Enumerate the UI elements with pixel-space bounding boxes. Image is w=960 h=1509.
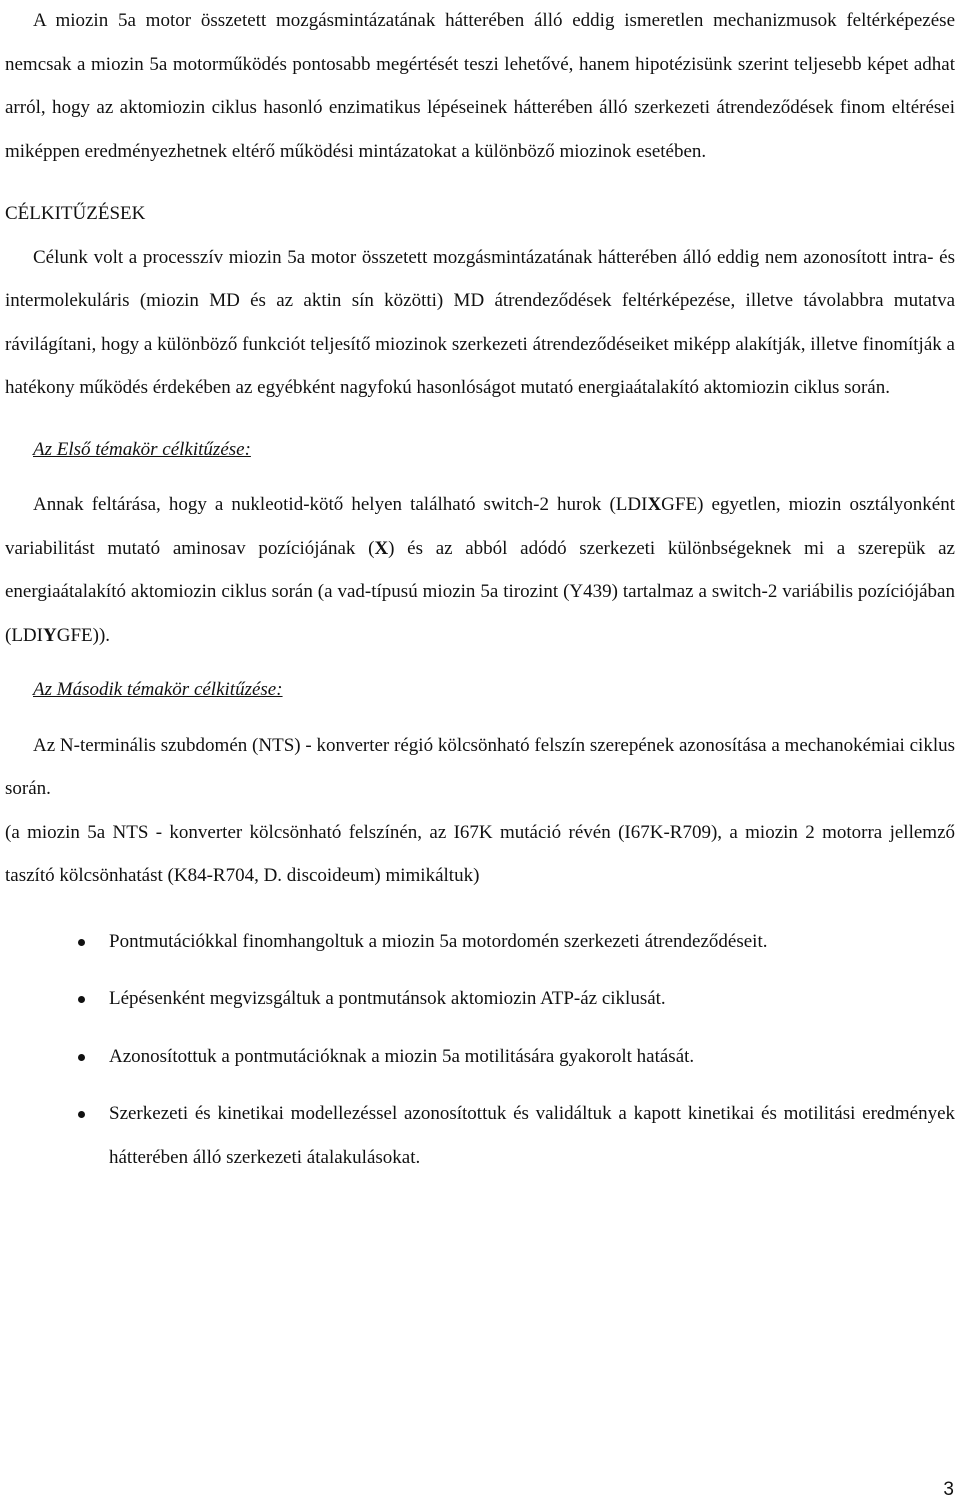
page-number: 3 bbox=[943, 1479, 954, 1500]
topic1-bold-x2: X bbox=[374, 537, 389, 559]
topic1-bold-y: Y bbox=[42, 624, 57, 646]
intro-paragraph: A miozin 5a motor összetett mozgásmintázatának hátterében álló eddig ismeretlen mechanizmusok feltérképezése nemcsak a miozin 5a motorműködés pontosabb megértését teszi lehetővé, hanem hipotézisünk szerint teljesebb képet adhat arról, hogy az aktomiozin ciklus hasonló enzimatikus lépéseinek hátterében álló szerkezeti átrendeződések finom eltérései miképpen eredményezhetnek eltérő működési mintázatokat a különböző miozinok esetében. bbox=[5, 10, 955, 162]
list-item bbox=[5, 977, 955, 1021]
topic1-paragraph bbox=[5, 483, 955, 657]
section-title: CÉLKITŰZÉSEK bbox=[5, 203, 146, 224]
topic1-text-4: GFE)). bbox=[56, 624, 111, 646]
list-item bbox=[5, 920, 955, 964]
topic1-bold-x: X bbox=[647, 494, 662, 515]
topic1-text-2: GFE) egyetlen, miozin osztályonként variabilitást mutató aminosav pozíciójának ( bbox=[5, 494, 955, 559]
topic2-paragraph-1: Az N-terminális szubdomén (NTS) - konverter régió kölcsönható felszín szerepének azonosítása a mechanokémiai ciklus során. bbox=[5, 734, 955, 799]
topic1-text-3: ) és az abból adódó szerkezeti különbségeknek mi a szerepük az energiaátalakító aktomiozin ciklus során (a vad-típusú miozin 5a tirozint (Y439) tartalmaz a switch-2 variábilis pozíciójában (LDI bbox=[5, 537, 955, 646]
list-item bbox=[5, 1092, 955, 1179]
bullet-text: Lépésenként megvizsgáltuk a pontmutánsok aktomiozin ATP-áz ciklusát. bbox=[109, 988, 666, 1009]
bullet-icon bbox=[78, 1111, 85, 1118]
bullet-icon bbox=[78, 1054, 85, 1061]
objectives-paragraph: Célunk volt a processzív miozin 5a motor összetett mozgásmintázatának hátterében álló eddig nem azonosított intra- és intermolekuláris (miozin MD és az aktin sín közötti) MD átrendeződések feltérképezése, illetve távolabbra mutatva rávilágítani, hogy a különböző funkciót teljesítő miozinok szerkezeti átrendeződéseiket miképp alakítják, illetve finomítják a hatékony működés érdekében az egyébként nagyfokú hasonlóságot mutató energiaátalakító aktomiozin ciklus során. bbox=[5, 246, 955, 398]
document-page bbox=[5, 0, 955, 1193]
bullet-icon bbox=[78, 939, 85, 946]
bullet-list bbox=[5, 920, 955, 1180]
topic1-text-1: Annak feltárása, hogy a nukleotid-kötő helyen található switch-2 hurok (LDI bbox=[33, 494, 648, 515]
bullet-text: Azonosítottuk a pontmutációknak a miozin 5a motilitására gyakorolt hatását. bbox=[109, 1045, 695, 1067]
bullet-icon bbox=[78, 996, 85, 1003]
topic2-paragraph-2: (a miozin 5a NTS - konverter kölcsönható felszínén, az I67K mutáció révén (I67K-R709), a miozin 2 motorra jellemző taszító kölcsönhatást (K84-R704, D. discoideum) mimikáltuk) bbox=[5, 821, 955, 886]
list-item bbox=[5, 1035, 955, 1079]
topic2-heading: Az Második témakör célkitűzése: bbox=[33, 679, 283, 700]
bullet-text: Pontmutációkkal finomhangoltuk a miozin 5a motordomén szerkezeti átrendeződéseit. bbox=[109, 930, 768, 952]
bullet-text: Szerkezeti és kinetikai modellezéssel azonosítottuk és validáltuk a kapott kinetikai és motilitási eredmények hátterében álló szerkezeti átalakulásokat. bbox=[109, 1103, 955, 1168]
topic1-heading: Az Első témakör célkitűzése: bbox=[33, 438, 251, 460]
